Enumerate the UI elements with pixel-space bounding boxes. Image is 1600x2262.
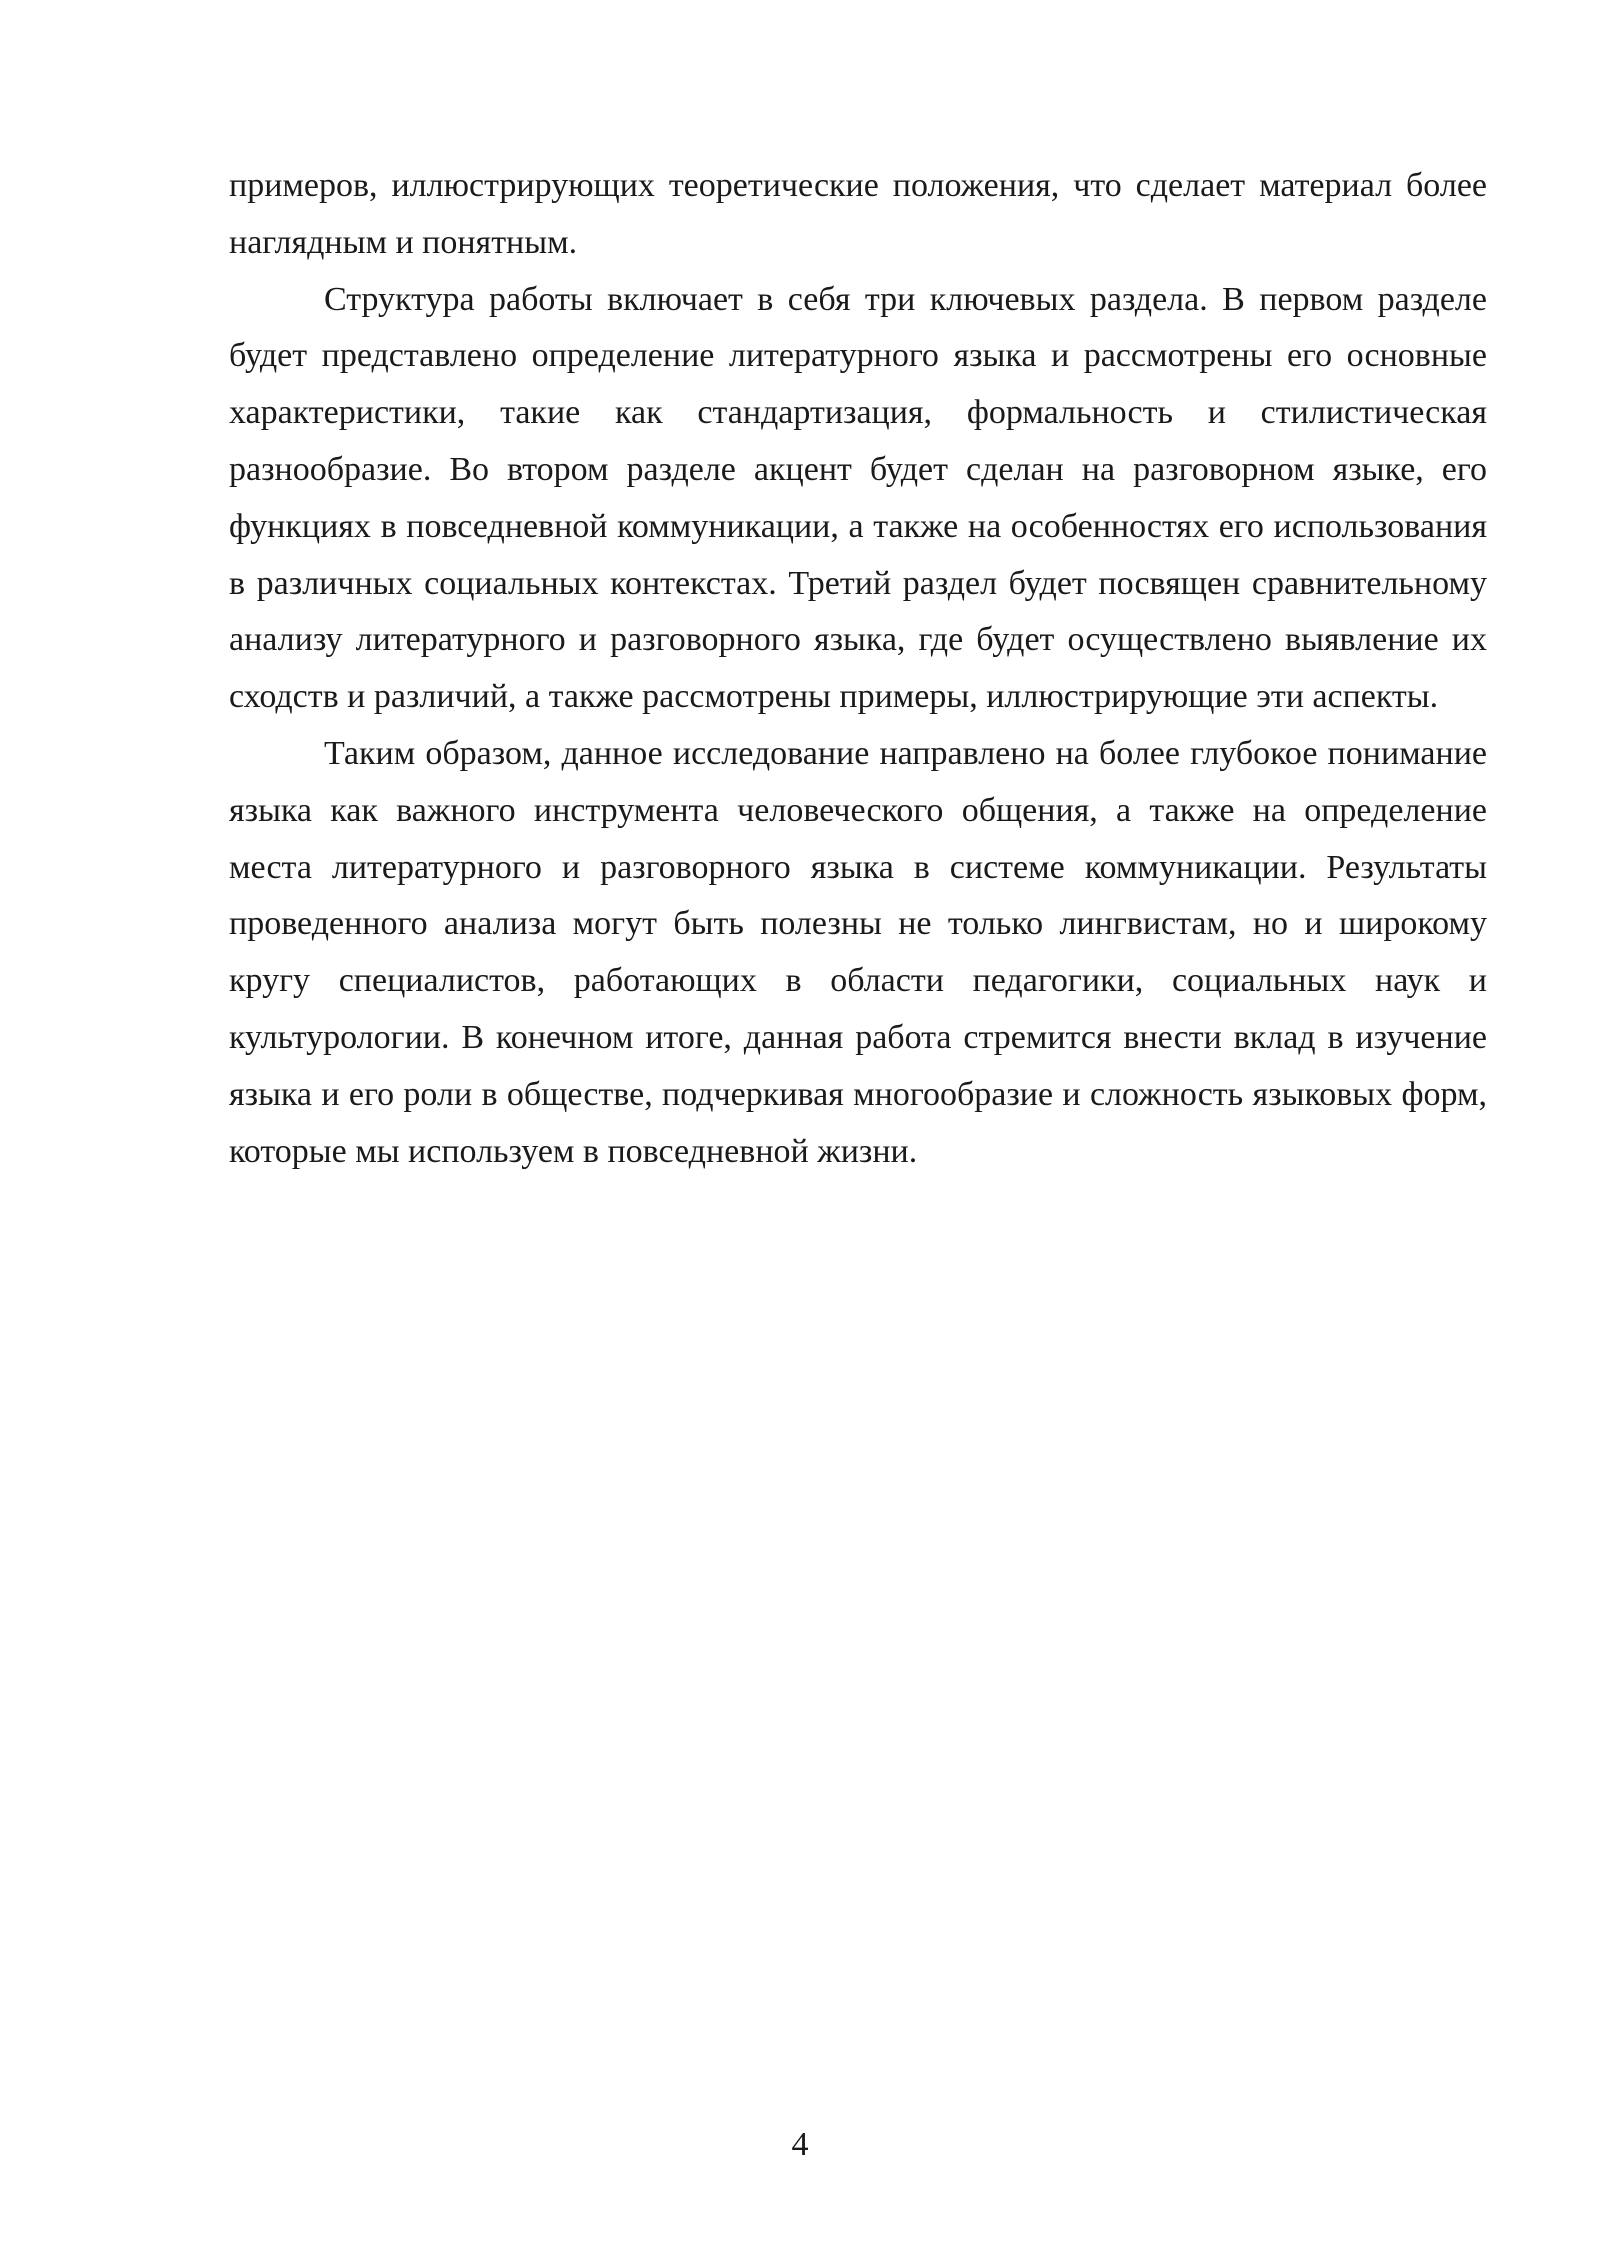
page-number: 4 — [791, 2126, 809, 2163]
body-text — [229, 158, 1487, 1180]
paragraph-structure: Структура работы включает в себя три ключевых раздела. В первом разделе будет представлено определение литературного языка и рассмотрены его основные характеристики, такие как стандартизация, формальность и стилистическая разнообразие. Во втором разделе акцент будет сделан на разговорном языке, его функциях в повседневной коммуникации, а также на особенностях его использования в различных социальных контекстах. Третий раздел будет посвящен сравнительному анализу литературного и разговорного языка, где будет осуществлено выявление их сходств и различий, а также рассмотрены примеры, иллюстрирующие эти аспекты. — [229, 280, 1487, 716]
paragraph-continuation: примеров, иллюстрирующих теоретические положения, что сделает материал более наглядным и понятным. — [229, 167, 1487, 261]
paragraph-conclusion: Таким образом, данное исследование направлено на более глубокое понимание языка как важного инструмента человеческого общения, а также на определение места литературного и разговорного языка в системе коммуникации. Результаты проведенного анализа могут быть полезны не только лингвистам, но и широкому кругу специалистов, работающих в области педагогики, социальных наук и культурологии. В конечном итоге, данная работа стремится внести вклад в изучение языка и его роли в обществе, подчеркивая многообразие и сложность языковых форм, которые мы используем в повседневной жизни. — [229, 734, 1487, 1170]
